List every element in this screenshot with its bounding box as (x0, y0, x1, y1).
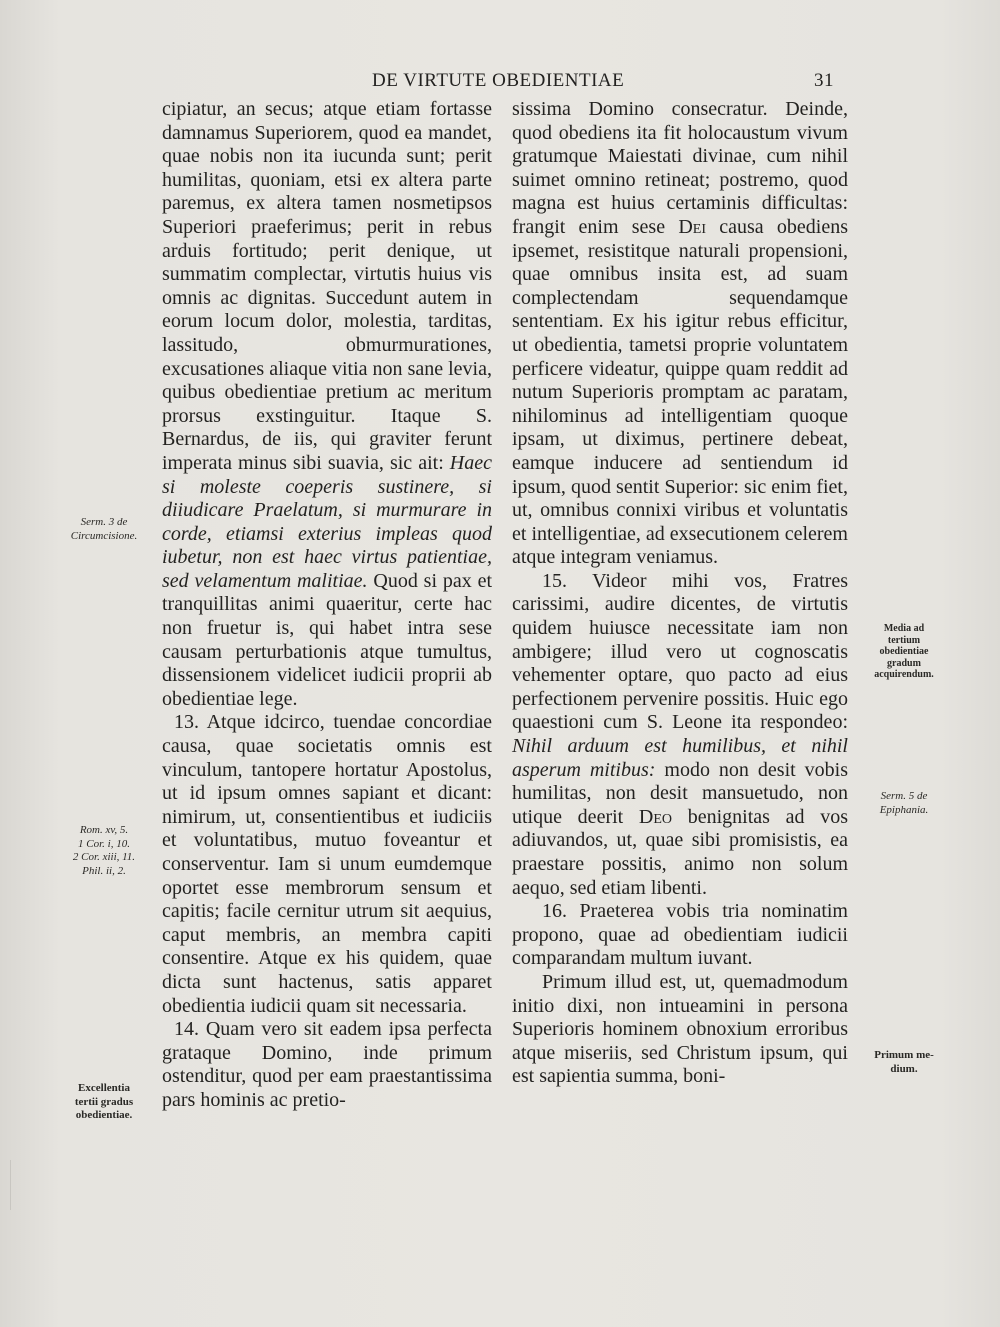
paragraph-text: 15. Videor mihi vos, Fratres carissimi, audire dicentes, de virtutis quidem huiusce necessitate iam non ambigere; illud vero ut cognoscatis vehementer optare, quo pacto ad eius perfectionem pervenire possitis. Huic ego quaestioni cum S. Leone ita respondeo: (512, 569, 848, 734)
leo-quote: Nihil arduum est humilibus, et nihil asperum mitibus: (512, 735, 848, 781)
margin-note-line: Serm. 3 de (80, 516, 128, 528)
margin-note-line: Rom. xv, 5. (79, 824, 129, 836)
margin-note-line: Excellentia (78, 1082, 130, 1094)
margin-note-line: 2 Cor. xiii, 11. (72, 851, 136, 863)
margin-note-line: Phil. ii, 2. (82, 864, 126, 877)
margin-note-primum (852, 1049, 956, 1076)
margin-note-line: Serm. 5 de (880, 790, 928, 802)
margin-note-rom (52, 824, 156, 878)
left-text-column (162, 98, 492, 1113)
margin-note-line: obedientiae (879, 646, 929, 657)
margin-note-line: Primum me- (874, 1049, 934, 1061)
page-header (0, 70, 1000, 94)
paragraph-text: sissima Domino consecratur. Deinde, quod obediens ita fit holocaustum vivum gratumque Maiestati divinae, cum nihil suimet omnino retineat; postremo, quod magna est huius certaminis difficultas: frangit enim sese (512, 98, 848, 238)
margin-note-line: gradum (887, 657, 921, 669)
margin-note-line: acquirendum. (874, 669, 934, 680)
margin-note-line: 1 Cor. i, 10. (78, 837, 130, 850)
paragraph-14-continuation (512, 98, 848, 570)
bernard-quote: Haec si moleste coeperis sustinere, si diiudicare Praelatum, si murmurare in corde, etiamsi exterius impleas quod iubetur, non est haec virtus patientiae, sed velamentum malitiae. (162, 451, 492, 592)
right-text-column (512, 98, 848, 1089)
margin-note-line: Epiphania. (879, 803, 929, 816)
margin-note-line: tertii gradus (74, 1095, 134, 1108)
gutter-shadow (10, 1160, 11, 1210)
margin-note-serm-5 (852, 790, 956, 817)
margin-note-line: dium. (890, 1062, 918, 1075)
paragraph-text: modo non desit vobis humilitas, non desit mansuetudo, non utique deerit (512, 758, 848, 828)
paragraph-15 (512, 570, 848, 900)
paragraph-text: Quod si pax et tranquillitas animi quaeritur, certe hac non fruetur is, qui habet intra sese causam perturbationis atque tumultus, dissensionem videlicet iudicii proprii ab obedientiae lege. (162, 569, 492, 710)
margin-note-line: tertium (887, 634, 921, 646)
paragraph-16: 16. Praeterea vobis tria nominatim propono, quae ad obedientiam iudicii comparandam multum iuvant. (512, 900, 848, 970)
margin-note-serm-3 (52, 516, 156, 543)
page-number: 31 (814, 70, 834, 91)
margin-note-line: obedientiae. (75, 1109, 133, 1121)
small-caps-word: Deo (638, 805, 673, 828)
margin-note-excellentia (52, 1082, 156, 1123)
margin-note-line: Circumcisione. (70, 529, 138, 542)
margin-note-media (852, 623, 956, 681)
paragraph-13: 13. Atque idcirco, tuendae concordiae causa, quae societatis omnis est vinculum, tantopere hortatur Apostolus, ut id ipsum omnes sapiant et dicant: nimirum, ut, consentientibus et iudiciis et voluntatibus, mutuo foveantur et conserventur. Iam si unum eumdemque oportet esse membrorum sensum et capitis; facile cernitur utrum sit aequius, caput membris, an membra capiti consentire. Atque ex his quidem, quae dicta sunt hactenus, satis apparet obedientia iudicii quam sit necessaria. (162, 711, 492, 1017)
paragraph-primum: Primum illud est, ut, quemadmodum initio dixi, non intueamini in persona Superioris hominem obnoxium erroribus atque miseriis, sed Christum ipsum, qui est sapientia summa, boni- (512, 970, 848, 1088)
small-caps-word: Dei (678, 215, 707, 238)
paragraph-text: benignitas ad vos adiuvandos, ut, quae sibi promisistis, ea praestare possitis, animo non solum aequo, sed etiam libenti. (512, 805, 848, 899)
running-title: DE VIRTUTE OBEDIENTIAE (372, 70, 625, 91)
paragraph-text: cipiatur, an secus; atque etiam fortasse damnamus Superiorem, quod ea mandet, quae nobis non ita iucunda sunt; perit humilitas, quoniam, etsi ex altera parte paremus, ex altera tamen nosmetipsos Superiori praeferimus; perit in rebus arduis fortitudo; perit denique, ut summatim complectar, virtutis huius vis omnis ac dignitas. Succedunt autem in eorum locum dolor, molestia, tarditas, lassitudo, obmurmurationes, excusationes aliaque vitia non sane levia, quibus obedientiae pretium ac meritum prorsus exstinguitur. Itaque S. Bernardus, de iis, qui graviter ferunt imperata minus sibi suavia, sic ait: (162, 98, 492, 474)
margin-note-line: Media ad (883, 623, 925, 634)
paragraph-continuation (162, 98, 492, 711)
paragraph-text: causa obediens ipsemet, resistitque naturali propensioni, quae omnibus insita est, ad suam complectendam sequendamque sententiam. Ex his igitur rebus efficitur, ut obedientia, tametsi proprie voluntatem perficere videatur, quippe quam reddit ad nutum Superioris promptam ac paratam, nihilominus ad intelligentiam quoque ipsam, ut diximus, pertinere debeat, eamque inducere ad sentiendum id ipsum, quod sentit Superior: sic enim fiet, ut, omnibus connixi viribus et voluntatis et intelligentiae, ad exsecutionem celerem atque integram veniamus. (512, 215, 848, 569)
paragraph-14: 14. Quam vero sit eadem ipsa perfecta grataque Domino, inde primum ostenditur, quod per eam praestantissima pars hominis ac pretio- (162, 1018, 492, 1111)
